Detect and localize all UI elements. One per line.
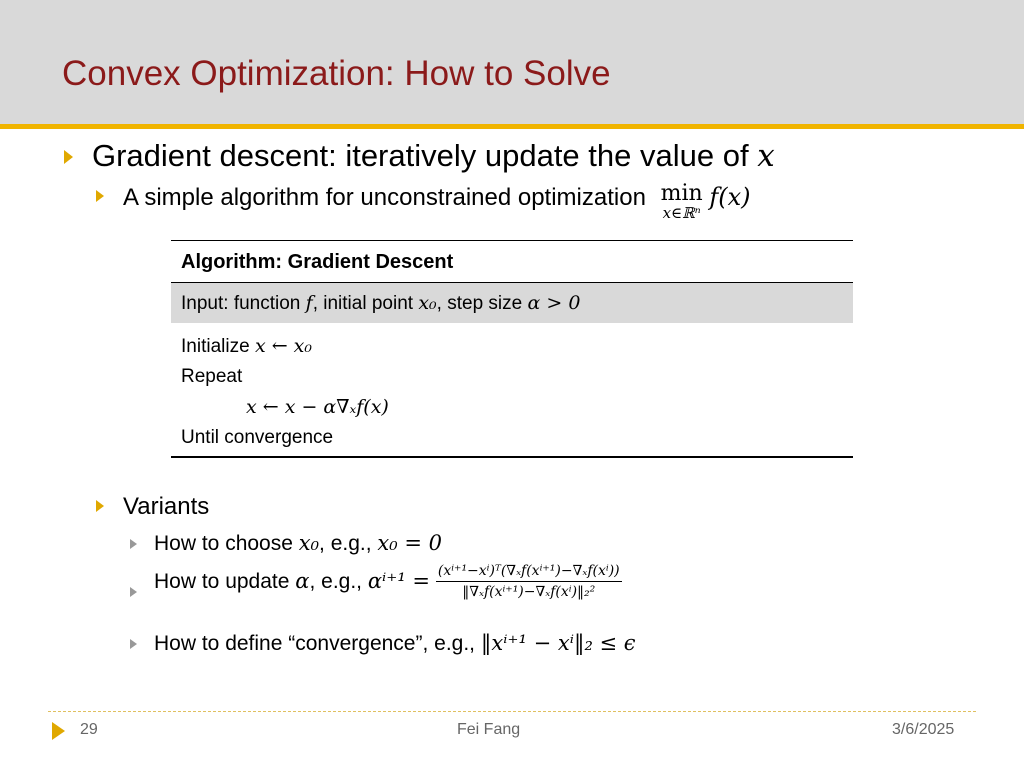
- footer-divider: [48, 711, 976, 712]
- min-operator: [661, 183, 703, 221]
- input-label: Input: function: [181, 293, 301, 314]
- footer-arrow-icon: [52, 722, 65, 740]
- algo-bottom-rule: [171, 456, 853, 458]
- bullet-arrow-icon: [96, 190, 104, 202]
- slide-title: Convex Optimization: How to Solve: [62, 54, 611, 93]
- input-mid: , initial point: [312, 293, 414, 314]
- variant-convergence: [154, 631, 636, 656]
- variant-eg: , e.g.,: [309, 570, 362, 593]
- algo-repeat: Repeat: [181, 366, 243, 387]
- algo-initialize: [181, 335, 312, 358]
- min-op: min: [660, 181, 703, 206]
- title-underline: [0, 124, 1024, 129]
- initialize-expr: x ← x₀: [254, 335, 312, 357]
- algorithm-box: [171, 240, 853, 458]
- footer-author: Fei Fang: [457, 721, 521, 738]
- variant-text: How to choose: [154, 532, 293, 555]
- math-expr: x₀ = 0: [377, 531, 442, 555]
- bullet-simple-algorithm: [123, 183, 751, 221]
- algo-heading: Algorithm: Gradient Descent: [181, 251, 454, 273]
- alpha-fraction: [436, 563, 622, 600]
- variant-text-group: [154, 569, 430, 594]
- algo-until: Until convergence: [181, 427, 334, 448]
- bullet-variants: Variants: [123, 493, 210, 520]
- algo-input-row: [171, 283, 853, 323]
- variant-text: How to define “convergence”, e.g.,: [154, 632, 476, 655]
- bullet-gradient-descent: [92, 138, 775, 174]
- bullet-text: Gradient descent: iteratively update the value of: [92, 138, 749, 173]
- initialize-label: Initialize: [181, 336, 250, 357]
- math-var: x: [757, 138, 775, 174]
- bullet-text: A simple algorithm for unconstrained optimization: [123, 184, 646, 211]
- input-mid2: , step size: [436, 293, 523, 314]
- math-lhs: αⁱ⁺¹ =: [367, 569, 431, 593]
- footer-date: 3/6/2025: [892, 721, 955, 738]
- min-subscript: x∈ℝⁿ: [662, 204, 701, 222]
- page-number: 29: [80, 721, 98, 738]
- bullet-arrow-icon: [130, 539, 137, 549]
- bullet-arrow-icon: [130, 587, 137, 597]
- math-x0: x₀: [298, 531, 320, 555]
- variant-update-alpha: [154, 563, 622, 600]
- variant-text: How to update: [154, 570, 290, 593]
- variant-eg: , e.g.,: [319, 532, 372, 555]
- math-expr: ‖xⁱ⁺¹ − xⁱ‖₂ ≤ ϵ: [480, 631, 636, 655]
- input-alpha: α > 0: [527, 292, 581, 314]
- algo-update: x ← x − α∇ₓf(x): [246, 396, 389, 418]
- math-alpha: α: [295, 569, 310, 593]
- fraction-denominator: ‖∇ₓf(xⁱ⁺¹)−∇ₓf(xⁱ)‖₂²: [462, 584, 596, 600]
- algo-top-rule: [171, 240, 853, 241]
- bullet-arrow-icon: [96, 500, 104, 512]
- input-f: f: [305, 292, 313, 314]
- bullet-arrow-icon: [64, 150, 73, 164]
- input-x0: x₀: [418, 292, 437, 314]
- objective-fx: f(x): [709, 183, 751, 211]
- bullet-arrow-icon: [130, 639, 137, 649]
- variant-choose-x0: [154, 531, 442, 556]
- algo-input-text: [181, 292, 580, 315]
- fraction-numerator: (xⁱ⁺¹−xⁱ)ᵀ(∇ₓf(xⁱ⁺¹)−∇ₓf(xⁱ)): [436, 563, 622, 582]
